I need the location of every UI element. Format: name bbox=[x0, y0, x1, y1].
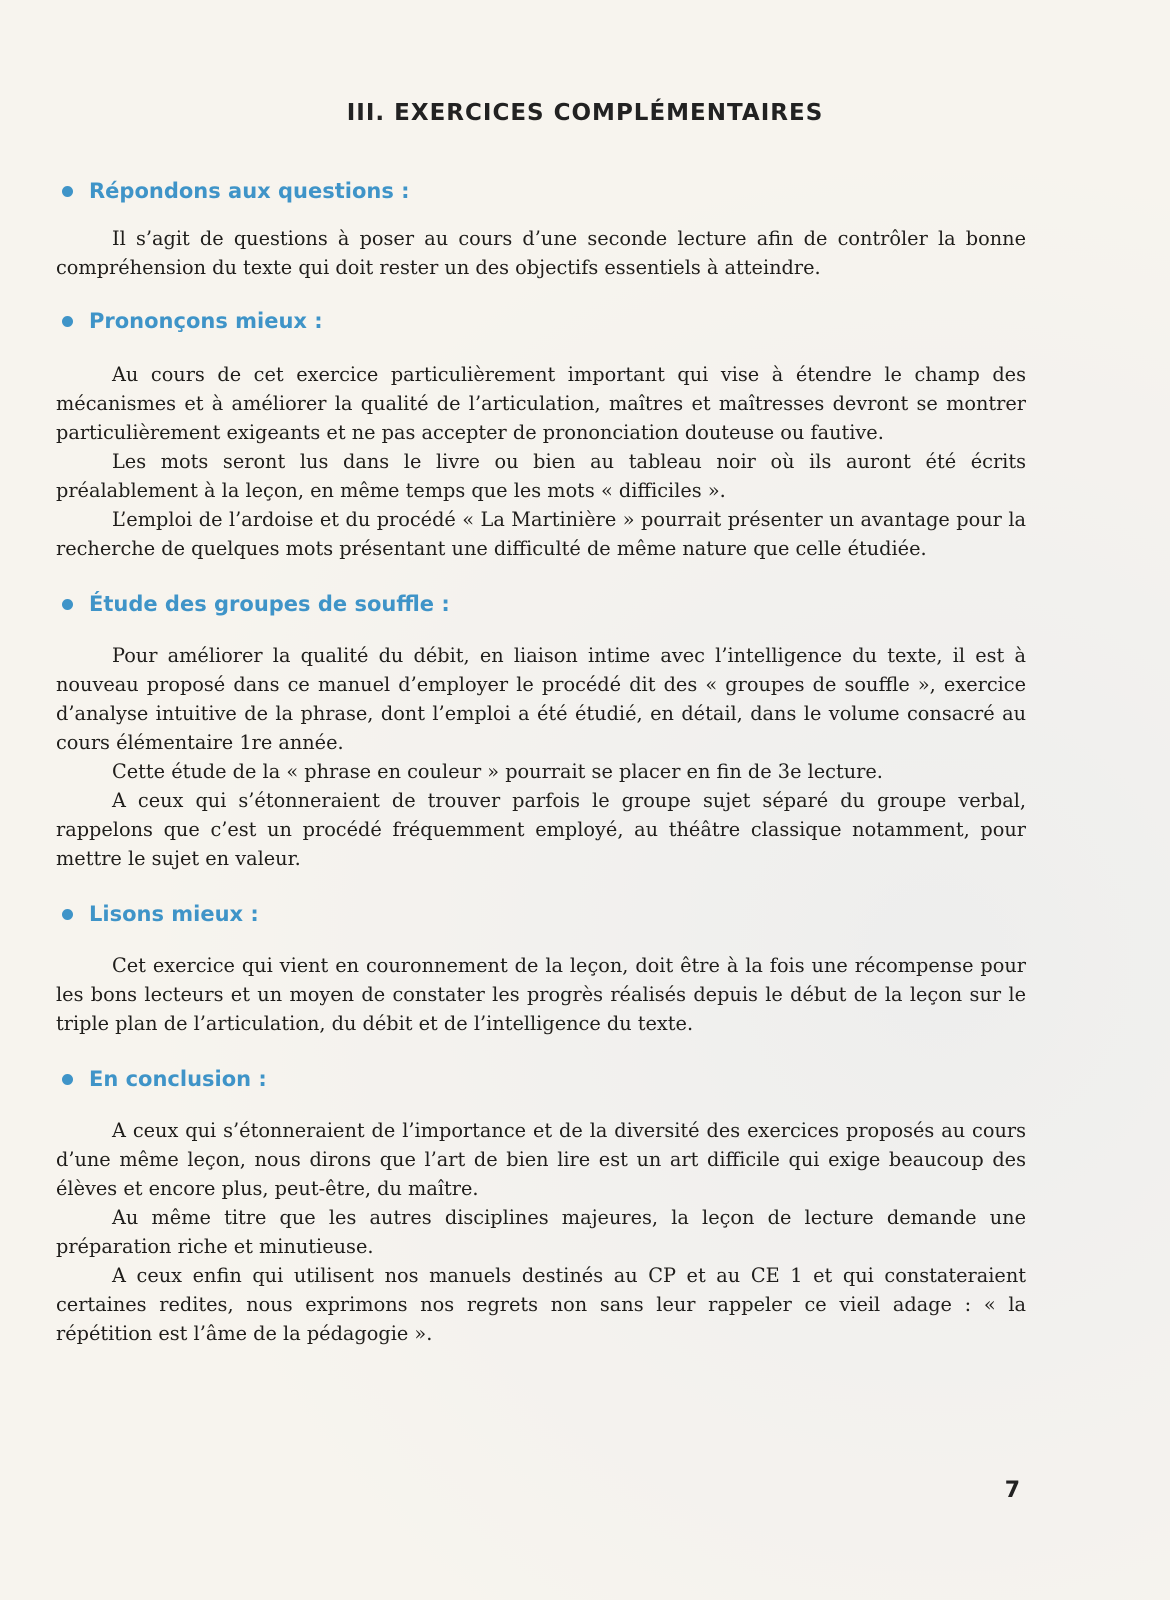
page-number: 7 bbox=[1004, 1478, 1020, 1503]
section-heading-text: En conclusion : bbox=[89, 1067, 267, 1091]
section-heading-text: Répondons aux questions : bbox=[89, 179, 410, 203]
paragraph: A ceux qui s’étonneraient de l’importance et de la diversité des exercices proposés au cours d’une même leçon, nous dirons que l’art de bien lire est un art difficile qui exige beaucoup des élèves et encore plus, peut-être, du maître. bbox=[56, 1119, 1026, 1200]
section-heading bbox=[62, 306, 1026, 336]
section-heading bbox=[62, 176, 1026, 206]
bullet-icon bbox=[62, 186, 73, 197]
bullet-icon bbox=[62, 909, 73, 920]
paragraph: A ceux enfin qui utilisent nos manuels destinés au CP et au CE 1 et qui constateraient certaines redites, nous exprimons nos regrets non sans leur rappeler ce vieil adage : « la répétition est l’âme de la pédagogie ». bbox=[56, 1264, 1026, 1345]
page-title: III. EXERCICES COMPLÉMENTAIRES bbox=[346, 100, 824, 126]
paragraph: Il s’agit de questions à poser au cours d’une seconde lecture afin de contrôler la bonne compréhension du texte qui doit rester un des objectifs essentiels à atteindre. bbox=[56, 227, 1026, 279]
paragraph: Pour améliorer la qualité du débit, en liaison intime avec l’intelligence du texte, il est à nouveau proposé dans ce manuel d’employer le procédé dit des « groupes de souffle », exercice d’analyse intuitive de la phrase, dont l’emploi a été étudié, en détail, dans le volume consacré au cours élémentaire 1re année. bbox=[56, 644, 1026, 754]
section-heading bbox=[62, 589, 1026, 619]
section-heading bbox=[62, 1064, 1026, 1094]
section-conclusion bbox=[56, 1064, 1026, 1348]
bullet-icon bbox=[62, 1074, 73, 1085]
section-heading-text: Prononçons mieux : bbox=[89, 309, 323, 333]
section-lisons bbox=[56, 899, 1026, 1038]
bullet-icon bbox=[62, 599, 73, 610]
section-heading-text: Lisons mieux : bbox=[89, 902, 259, 926]
paragraph: Cet exercice qui vient en couronnement de la leçon, doit être à la fois une récompense pour les bons lecteurs et un moyen de constater les progrès réalisés depuis le début de la leçon sur le triple plan de l’articulation, du débit et de l’intelligence du texte. bbox=[56, 954, 1026, 1035]
paragraph: A ceux qui s’étonneraient de trouver parfois le groupe sujet séparé du groupe verbal, rappelons que c’est un procédé fréquemment employé, au théâtre classique notamment, pour mettre le sujet en valeur. bbox=[56, 789, 1026, 870]
paragraph: Au cours de cet exercice particulièrement important qui vise à étendre le champ des mécanismes et à améliorer la qualité de l’articulation, maîtres et maîtresses devront se montrer particulièrement exigeants et ne pas accepter de prononciation douteuse ou fautive. bbox=[56, 363, 1026, 444]
paragraph: Les mots seront lus dans le livre ou bien au tableau noir où ils auront été écrits préalablement à la leçon, en même temps que les mots « difficiles ». bbox=[56, 450, 1026, 502]
section-heading bbox=[62, 899, 1026, 929]
section-heading-text: Étude des groupes de souffle : bbox=[89, 592, 450, 616]
paragraph: Cette étude de la « phrase en couleur » pourrait se placer en fin de 3e lecture. bbox=[112, 760, 883, 783]
bullet-icon bbox=[62, 316, 73, 327]
section-prononcons bbox=[56, 306, 1026, 563]
section-repondons bbox=[56, 176, 1026, 282]
section-etude-groupes bbox=[56, 589, 1026, 873]
paragraph: Au même titre que les autres disciplines majeures, la leçon de lecture demande une préparation riche et minutieuse. bbox=[56, 1206, 1026, 1258]
paragraph: L’emploi de l’ardoise et du procédé « La Martinière » pourrait présenter un avantage pour la recherche de quelques mots présentant une difficulté de même nature que celle étudiée. bbox=[56, 508, 1026, 560]
document-body bbox=[56, 176, 1026, 1374]
